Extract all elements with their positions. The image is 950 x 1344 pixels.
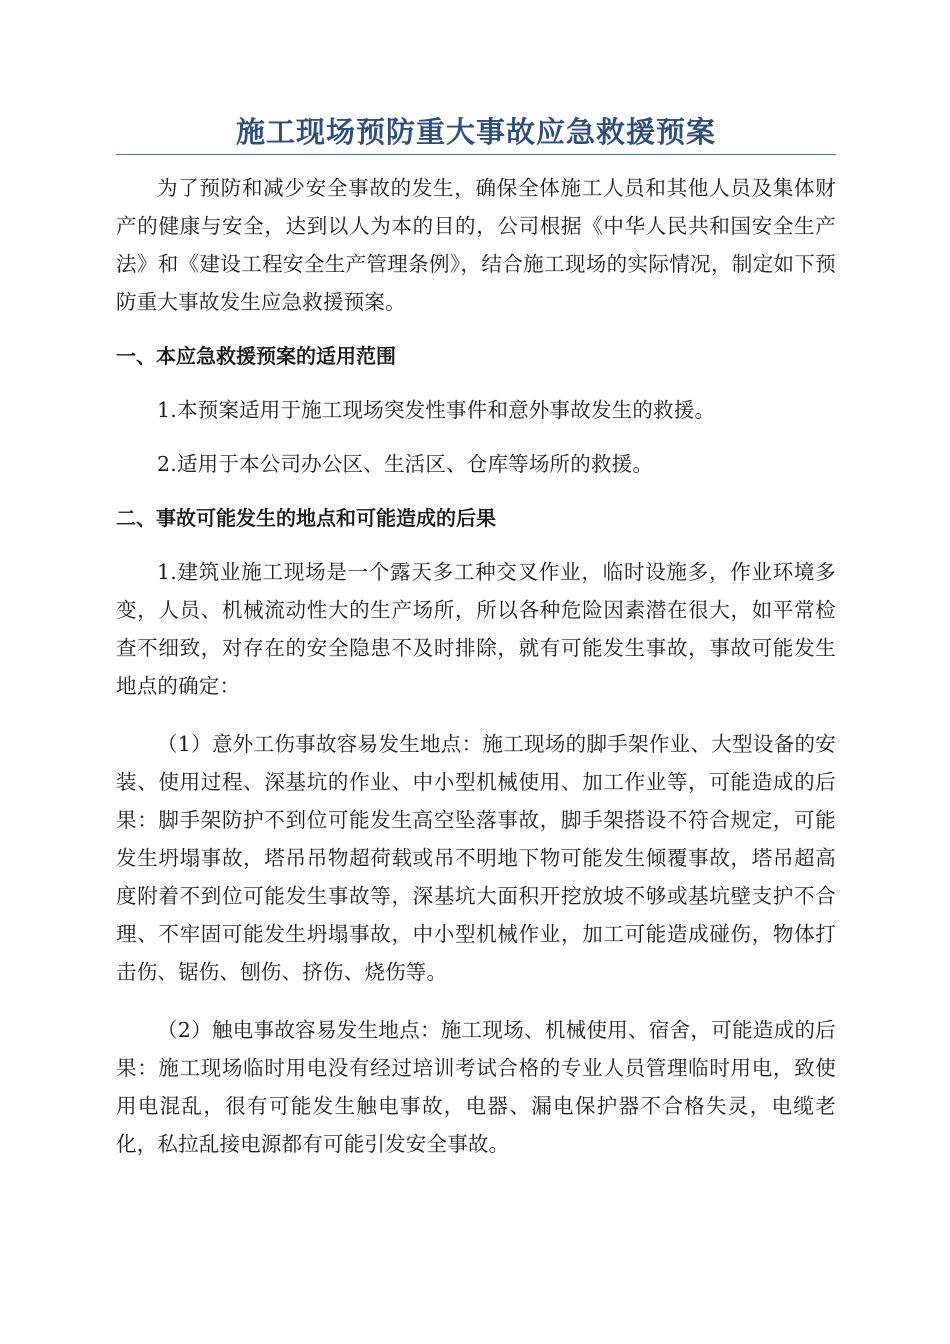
spacer: [116, 429, 836, 445]
spacer: [116, 705, 836, 725]
document-page: [116, 112, 836, 1163]
spacer: [116, 991, 836, 1011]
scope-item-1: 1.本预案适用于施工现场突发性事件和意外事故发生的救援。: [157, 398, 716, 422]
intro-paragraph: 为了预防和减少安全事故的发生，确保全体施工人员和其他人员及集体财产的健康与安全，达到以人为本的目的，公司根据《中华人民共和国安全生产法》和《建设工程安全生产管理条例》，结合施工现场的实际情况，制定如下预防重大事故发生应急救援预案。: [116, 176, 836, 314]
spacer: [116, 321, 836, 337]
spacer: [116, 483, 836, 499]
scope-item-2: 2.适用于本公司办公区、生活区、仓库等场所的救援。: [157, 452, 654, 476]
title-underline: [116, 154, 836, 155]
spacer: [116, 375, 836, 391]
document-title: 施工现场预防重大事故应急救援预案: [235, 115, 716, 149]
section-heading-scope: 一、本应急救援预案的适用范围: [116, 344, 396, 368]
consequences-item-1: 1.建筑业施工现场是一个露天多工种交叉作业，临时设施多，作业环境多变，人员、机械流动性大的生产场所，所以各种危险因素潜在很大，如平常检查不细致，对存在的安全隐患不及时排除，就有可能发生事故，事故可能发生地点的确定：: [116, 560, 836, 698]
consequences-item-electric: （2）触电事故容易发生地点：施工现场、机械使用、宿舍，可能造成的后果：施工现场临时用电没有经过培训考试合格的专业人员管理临时用电，致使用电混乱，很有可能发生触电事故，电器、漏电保护器不合格失灵，电缆老化，私拉乱接电源都有可能引发安全事故。: [116, 1018, 836, 1156]
consequences-item-injury: （1）意外工伤事故容易发生地点：施工现场的脚手架作业、大型设备的安装、使用过程、深基坑的作业、中小型机械使用、加工作业等，可能造成的后果：脚手架防护不到位可能发生高空坠落事故，脚手架搭设不符合规定，可能发生坍塌事故，塔吊吊物超荷载或吊不明地下物可能发生倾覆事故，塔吊超高度附着不到位可能发生事故等，深基坑大面积开挖放坡不够或基坑壁支护不合理、不牢固可能发生坍塌事故，中小型机械作业，加工可能造成碰伤，物体打击伤、锯伤、刨伤、挤伤、烧伤等。: [116, 732, 836, 984]
spacer: [116, 537, 836, 553]
section-heading-consequences: 二、事故可能发生的地点和可能造成的后果: [116, 506, 496, 530]
